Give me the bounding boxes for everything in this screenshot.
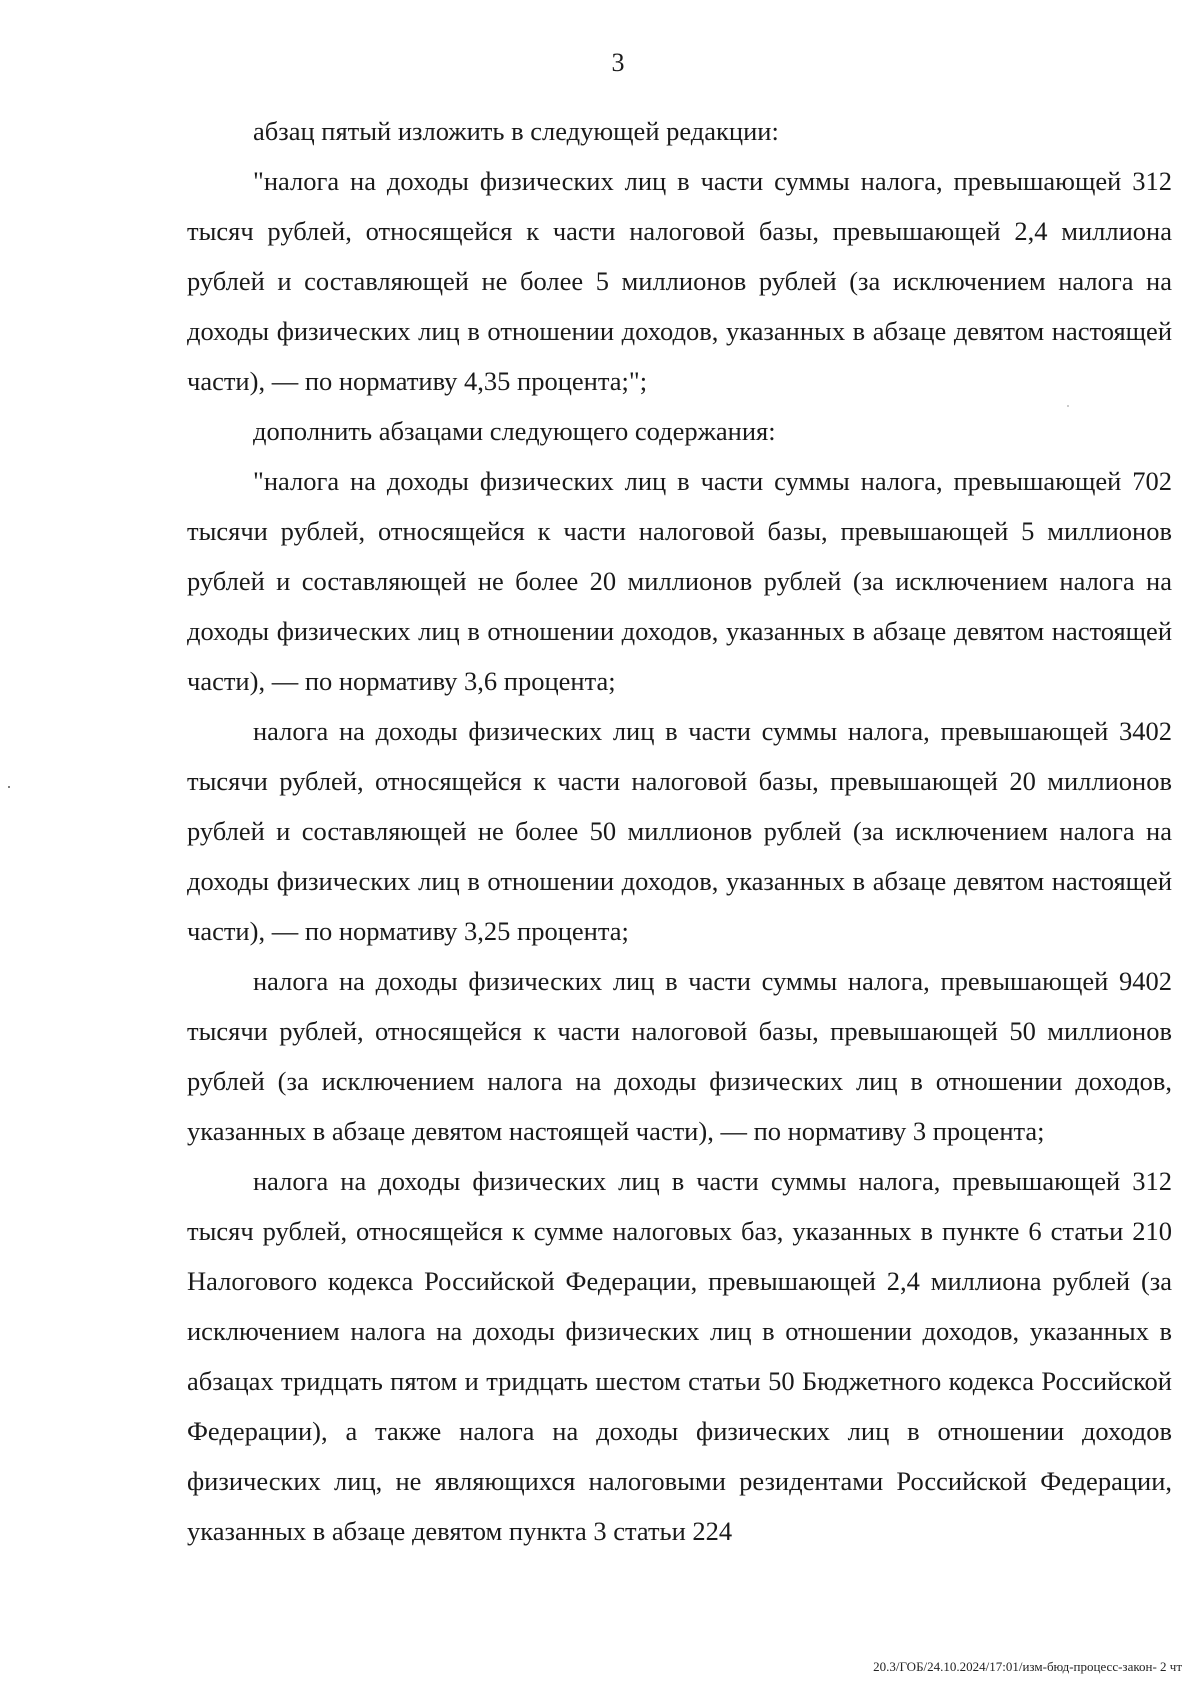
paragraph: абзац пятый изложить в следующей редакции:	[253, 116, 779, 146]
paragraph: "налога на доходы физических лиц в части суммы налога, превышающей 702 тысячи рублей, относящейся к части налоговой базы, превышающей 5 миллионов рублей и составляющей не более 20 миллионов рублей (за исключением налога на доходы физических лиц в отношении доходов, указанных в абзаце девятом настоящей части), — по нормативу 3,6 процента;	[187, 466, 1172, 696]
paragraph: "налога на доходы физических лиц в части суммы налога, превышающей 312 тысяч рублей, относящейся к части налоговой базы, превышающей 2,4 миллиона рублей и составляющей не более 5 миллионов рублей (за исключением налога на доходы физических лиц в отношении доходов, указанных в абзаце девятом настоящей части), — по нормативу 4,35 процента;";	[187, 166, 1172, 396]
document-footer: 20.3/ГОБ/24.10.2024/17:01/изм-бюд-процесс-закон- 2 чт	[873, 1659, 1182, 1674]
paragraph: налога на доходы физических лиц в части суммы налога, превышающей 312 тысяч рублей, относящейся к сумме налоговых баз, указанных в пункте 6 статьи 210 Налогового кодекса Российской Федерации, превышающей 2,4 миллиона рублей (за исключением налога на доходы физических лиц в отношении доходов, указанных в абзацах тридцать пятом и тридцать шестом статьи 50 Бюджетного кодекса Российской Федерации), а также налога на доходы физических лиц в отношении доходов физических лиц, не являющихся налоговыми резидентами Российской Федерации, указанных в абзаце девятом пункта 3 статьи 224	[187, 1166, 1172, 1546]
scan-speck	[1067, 405, 1069, 407]
page-number: 3	[611, 48, 625, 77]
paragraph: налога на доходы физических лиц в части суммы налога, превышающей 3402 тысячи рублей, относящейся к части налоговой базы, превышающей 20 миллионов рублей и составляющей не более 50 миллионов рублей (за исключением налога на доходы физических лиц в отношении доходов, указанных в абзаце девятом настоящей части), — по нормативу 3,25 процента;	[187, 716, 1172, 946]
paragraph: дополнить абзацами следующего содержания:	[253, 416, 776, 446]
scan-speck	[8, 786, 10, 788]
paragraph: налога на доходы физических лиц в части суммы налога, превышающей 9402 тысячи рублей, относящейся к части налоговой базы, превышающей 50 миллионов рублей (за исключением налога на доходы физических лиц в отношении доходов, указанных в абзаце девятом настоящей части), — по нормативу 3 процента;	[187, 966, 1172, 1146]
document-body	[187, 106, 1172, 1556]
